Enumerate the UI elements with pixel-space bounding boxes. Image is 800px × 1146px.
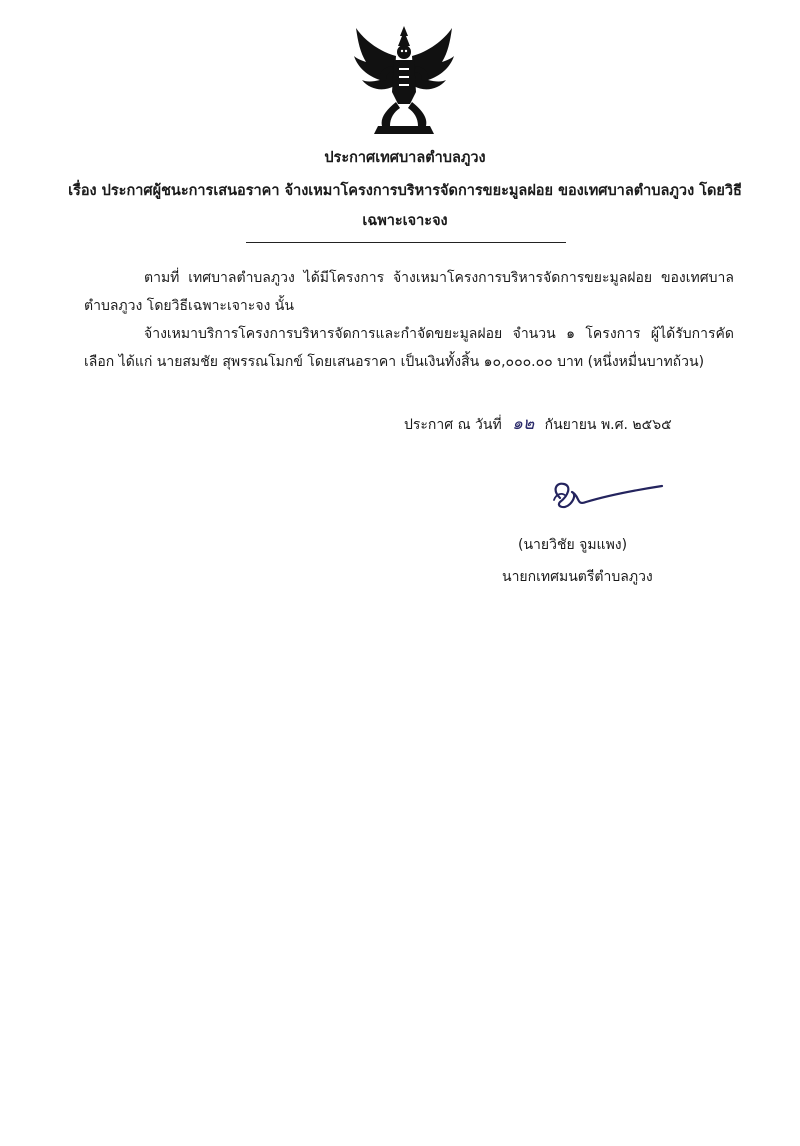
date-prefix: ประกาศ ณ วันที่: [404, 417, 502, 433]
subject-line: เรื่อง ประกาศผู้ชนะการเสนอราคา จ้างเหมาโครงการบริหารจัดการขยะมูลฝอย ของเทศบาลตำบลภูวง โดยวิธีเฉพาะเจาะจง: [68, 183, 742, 229]
body-paragraph-2: จ้างเหมาบริการโครงการบริหารจัดการและกำจัดขยะมูลฝอย จำนวน ๑ โครงการ ผู้ได้รับการคัดเลือก ได้แก่ นายสมชัย สุพรรณโมกข์ โดยเสนอราคา เป็นเงินทั้งสิ้น ๑๐,๐๐๐.๐๐ บาท (หนึ่งหมื่นบาทถ้วน): [84, 326, 734, 370]
date-day: ๑๒: [512, 414, 535, 434]
body-paragraph-1: ตามที่ เทศบาลตำบลภูวง ได้มีโครงการ จ้างเหมาโครงการบริหารจัดการขยะมูลฝอย ของเทศบาลตำบลภูวง โดยวิธีเฉพาะเจาะจง นั้น: [84, 270, 734, 314]
date-month-year: กันยายน พ.ศ. ๒๕๖๕: [544, 417, 672, 433]
garuda-emblem-icon: [350, 22, 458, 140]
signer-title: นายกเทศมนตรีตำบลภูวง: [502, 569, 653, 585]
title-divider: [246, 242, 566, 243]
handwritten-signature-icon: [546, 480, 666, 514]
agency-title: ประกาศเทศบาลตำบลภูวง: [324, 150, 486, 166]
signer-name: (นายวิชัย จูมแพง): [518, 537, 628, 553]
announcement-date: [404, 410, 672, 437]
